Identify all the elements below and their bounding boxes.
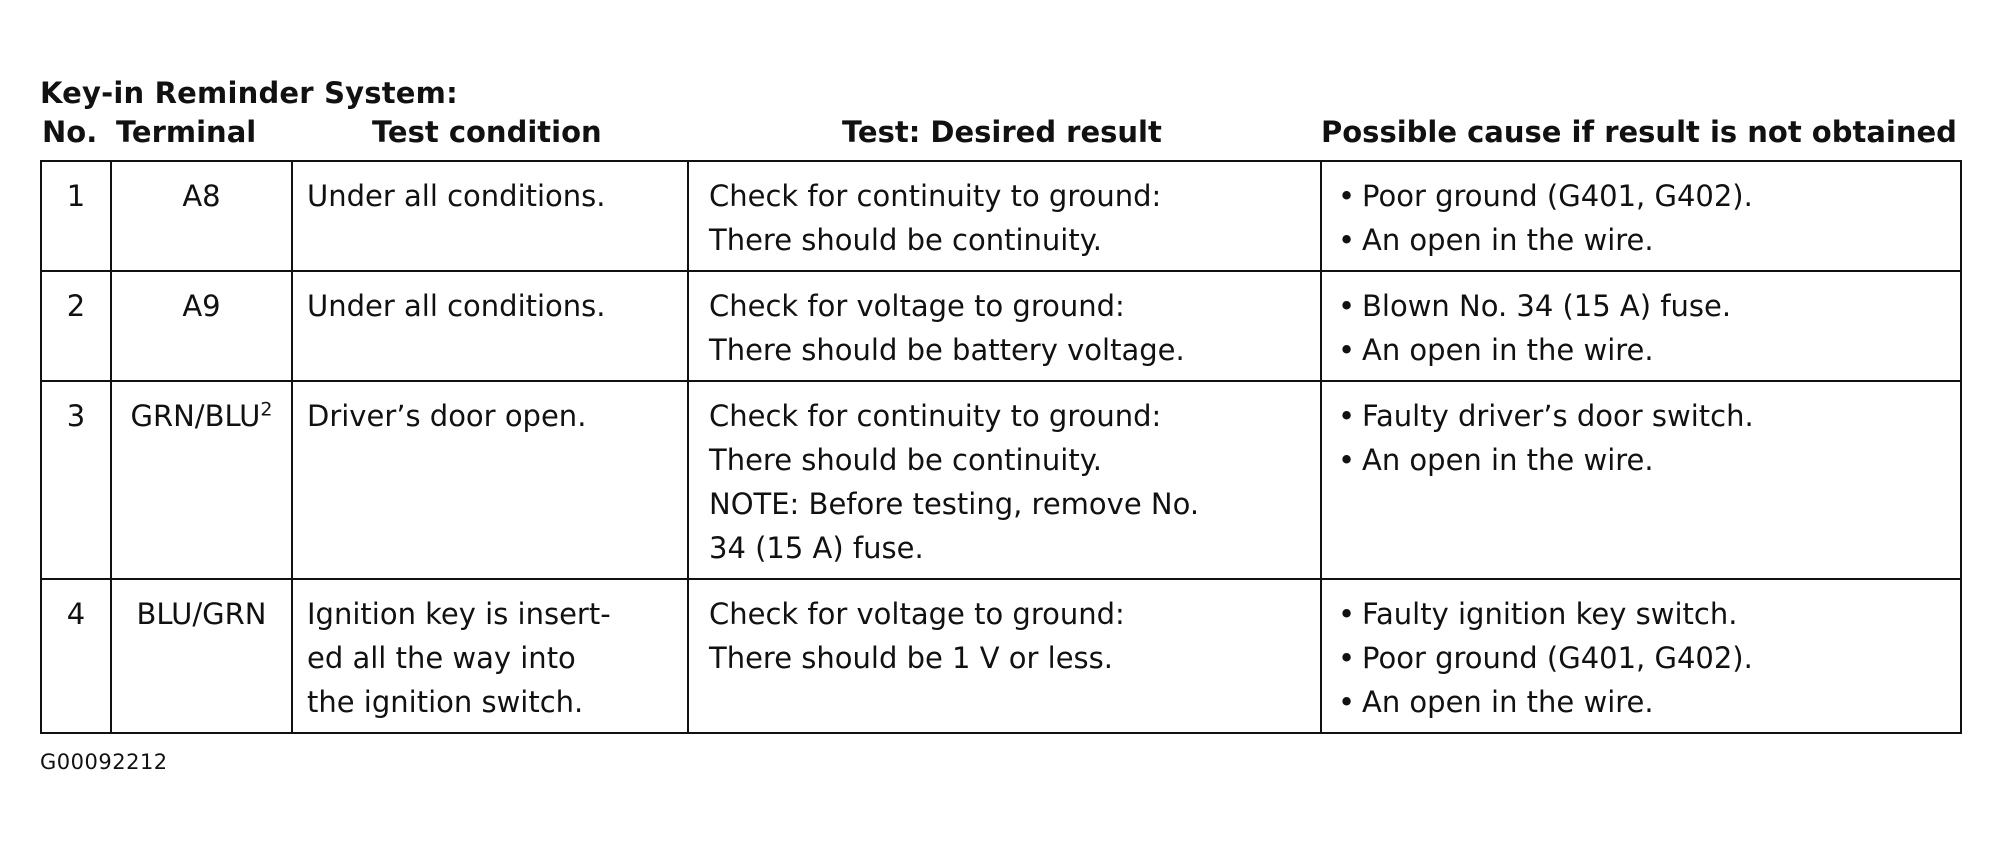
cell-possible-cause [1321, 161, 1961, 271]
cell-number: 3 [41, 381, 111, 579]
condition-line: ed all the way into [307, 641, 576, 675]
cause-list-item [1338, 394, 1950, 438]
cell-possible-cause [1321, 381, 1961, 579]
cell-terminal [111, 161, 292, 271]
result-line: 34 (15 A) fuse. [709, 531, 924, 565]
cell-number: 1 [41, 161, 111, 271]
result-line: Check for continuity to ground: [709, 399, 1162, 433]
table-row [41, 271, 1961, 381]
test-table [40, 160, 1962, 734]
column-header-test-condition: Test condition [372, 115, 602, 149]
bullet-icon: • [1338, 223, 1356, 257]
bullet-icon: • [1338, 399, 1356, 433]
column-header-no: No. [42, 115, 98, 149]
cause-list-item [1338, 284, 1950, 328]
cell-terminal [111, 579, 292, 733]
cause-text: An open in the wire. [1362, 685, 1654, 719]
result-line: There should be battery voltage. [709, 333, 1185, 367]
result-line: There should be continuity. [709, 443, 1102, 477]
bullet-icon: • [1338, 333, 1356, 367]
cell-desired-result [688, 579, 1321, 733]
condition-line: Driver’s door open. [307, 399, 587, 433]
cell-test-condition [292, 381, 688, 579]
cell-desired-result [688, 161, 1321, 271]
cause-text: Poor ground (G401, G402). [1362, 641, 1753, 675]
cause-list-item [1338, 218, 1950, 262]
result-line: There should be continuity. [709, 223, 1102, 257]
cell-number: 4 [41, 579, 111, 733]
cause-list-item [1338, 174, 1950, 218]
cell-desired-result [688, 381, 1321, 579]
terminal-label: A8 [182, 179, 221, 213]
cause-text: Faulty ignition key switch. [1362, 597, 1738, 631]
column-header-possible-cause: Possible cause if result is not obtained [1321, 115, 1957, 149]
terminal-label: GRN/BLU [130, 399, 261, 433]
condition-line: Under all conditions. [307, 179, 606, 213]
condition-line: Ignition key is insert- [307, 597, 611, 631]
cause-text: Faulty driver’s door switch. [1362, 399, 1754, 433]
cell-possible-cause [1321, 579, 1961, 733]
result-line: Check for voltage to ground: [709, 289, 1125, 323]
cause-list-item [1338, 328, 1950, 372]
cause-list-item [1338, 438, 1950, 482]
terminal-label: A9 [182, 289, 221, 323]
result-line: Check for voltage to ground: [709, 597, 1125, 631]
terminal-label: BLU/GRN [136, 597, 267, 631]
cell-number: 2 [41, 271, 111, 381]
terminal-footnote-marker: 2 [260, 398, 273, 421]
bullet-icon: • [1338, 685, 1356, 719]
cause-text: Blown No. 34 (15 A) fuse. [1362, 289, 1732, 323]
result-line: NOTE: Before testing, remove No. [709, 487, 1200, 521]
cell-possible-cause [1321, 271, 1961, 381]
cause-list-item [1338, 636, 1950, 680]
cell-test-condition [292, 271, 688, 381]
table-row [41, 161, 1961, 271]
cause-text: An open in the wire. [1362, 443, 1654, 477]
cause-text: An open in the wire. [1362, 223, 1654, 257]
bullet-icon: • [1338, 289, 1356, 323]
condition-line: the ignition switch. [307, 685, 584, 719]
cell-terminal [111, 381, 292, 579]
column-header-desired-result: Test: Desired result [842, 115, 1162, 149]
bullet-icon: • [1338, 443, 1356, 477]
bullet-icon: • [1338, 641, 1356, 675]
condition-line: Under all conditions. [307, 289, 606, 323]
bullet-icon: • [1338, 179, 1356, 213]
cause-list-item [1338, 680, 1950, 724]
result-line: Check for continuity to ground: [709, 179, 1162, 213]
column-header-terminal: Terminal [116, 115, 257, 149]
result-line: There should be 1 V or less. [709, 641, 1113, 675]
table-row [41, 381, 1961, 579]
cell-test-condition [292, 161, 688, 271]
cell-terminal [111, 271, 292, 381]
cell-desired-result [688, 271, 1321, 381]
cause-text: Poor ground (G401, G402). [1362, 179, 1753, 213]
bullet-icon: • [1338, 597, 1356, 631]
cause-list-item [1338, 592, 1950, 636]
table-row [41, 579, 1961, 733]
cell-test-condition [292, 579, 688, 733]
cause-text: An open in the wire. [1362, 333, 1654, 367]
figure-code: G00092212 [40, 750, 168, 774]
section-title: Key-in Reminder System: [40, 76, 458, 110]
